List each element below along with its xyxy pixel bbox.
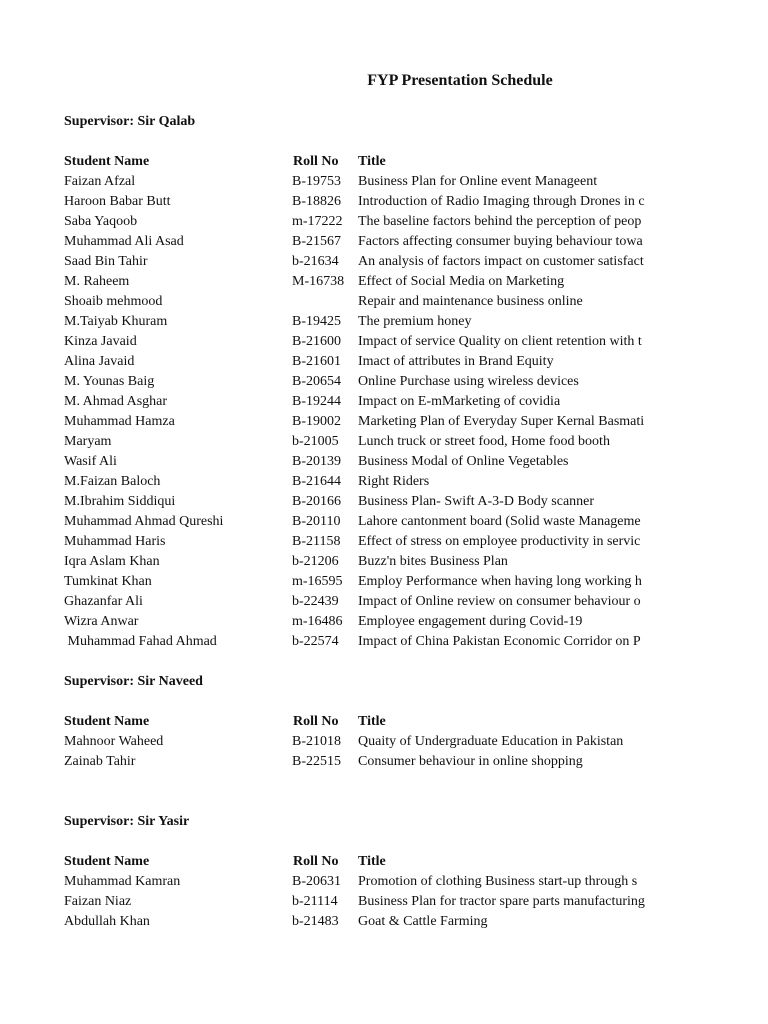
table-row	[64, 452, 664, 472]
title-cell: Business Plan for Online event Manageent	[358, 174, 598, 189]
supervisor-section-naveed	[64, 672, 664, 772]
student-name-cell: Zainab Tahir	[64, 754, 136, 769]
header-student-name: Student Name	[64, 854, 150, 869]
roll-no-cell: b-21206	[292, 554, 339, 569]
student-name-cell: Wasif Ali	[64, 454, 117, 469]
table-row	[64, 612, 664, 632]
table-header	[64, 852, 664, 872]
supervisor-section-qalab	[64, 112, 664, 652]
student-name-cell: Muhammad Fahad Ahmad	[64, 634, 217, 649]
table-row	[64, 272, 664, 292]
roll-no-cell: m-16595	[292, 574, 343, 589]
student-name-cell: Alina Javaid	[64, 354, 135, 369]
student-name-cell: M.Faizan Baloch	[64, 474, 161, 489]
title-cell: Impact on E-mMarketing of covidia	[358, 394, 561, 409]
title-cell: An analysis of factors impact on customer satisfact	[358, 254, 644, 269]
title-cell: Promotion of clothing Business start-up through s	[358, 874, 638, 889]
title-cell: Repair and maintenance business online	[358, 294, 583, 309]
header-roll-no: Roll No	[293, 154, 339, 169]
student-name-cell: Kinza Javaid	[64, 334, 137, 349]
roll-no-cell: B-19753	[292, 174, 341, 189]
roll-no-cell: b-22439	[292, 594, 339, 609]
title-cell: Online Purchase using wireless devices	[358, 374, 579, 389]
student-name-cell: Muhammad Kamran	[64, 874, 181, 889]
roll-no-cell: B-21018	[292, 734, 341, 749]
student-name-cell: Saba Yaqoob	[64, 214, 138, 229]
table-row	[64, 212, 664, 232]
header-student-name: Student Name	[64, 154, 150, 169]
document-title: FYP Presentation Schedule	[367, 72, 553, 89]
table-header	[64, 152, 664, 172]
title-cell: Factors affecting consumer buying behaviour towa	[358, 234, 643, 249]
roll-no-cell: b-21634	[292, 254, 339, 269]
table-header	[64, 712, 664, 732]
title-cell: Employ Performance when having long working h	[358, 574, 642, 589]
title-cell: Quaity of Undergraduate Education in Pakistan	[358, 734, 624, 749]
roll-no-cell: m-16486	[292, 614, 343, 629]
title-cell: Business Plan- Swift A-3-D Body scanner	[358, 494, 595, 509]
supervisor-heading: Supervisor: Sir Naveed	[64, 674, 203, 689]
table-row	[64, 352, 664, 372]
table-row	[64, 752, 664, 772]
title-cell: Impact of Online review on consumer behaviour o	[358, 594, 641, 609]
student-name-cell: Mahnoor Waheed	[64, 734, 164, 749]
student-name-cell: M. Raheem	[64, 274, 130, 289]
header-title: Title	[358, 854, 386, 869]
title-cell: Impact of China Pakistan Economic Corridor on P	[358, 634, 641, 649]
title-cell: Lunch truck or street food, Home food booth	[358, 434, 610, 449]
student-name-cell: Saad Bin Tahir	[64, 254, 148, 269]
roll-no-cell: m-17222	[292, 214, 343, 229]
student-name-cell: M.Ibrahim Siddiqui	[64, 494, 176, 509]
title-cell: Right Riders	[358, 474, 430, 489]
roll-no-cell: b-22574	[292, 634, 339, 649]
student-name-cell: Ghazanfar Ali	[64, 594, 143, 609]
title-cell: The baseline factors behind the perception of peop	[358, 214, 642, 229]
table-row	[64, 232, 664, 252]
table-row	[64, 512, 664, 532]
title-cell: Effect of stress on employee productivity in servic	[358, 534, 641, 549]
spacer	[64, 132, 664, 152]
table-row	[64, 492, 664, 512]
title-cell: Effect of Social Media on Marketing	[358, 274, 565, 289]
roll-no-cell: b-21114	[292, 894, 338, 909]
student-name-cell: M. Younas Baig	[64, 374, 155, 389]
roll-no-cell: B-22515	[292, 754, 341, 769]
title-cell: The premium honey	[358, 314, 472, 329]
title-cell: Consumer behaviour in online shopping	[358, 754, 583, 769]
table-row	[64, 592, 664, 612]
roll-no-cell: B-21158	[292, 534, 341, 549]
table-row	[64, 892, 664, 912]
student-name-cell: Muhammad Ali Asad	[64, 234, 184, 249]
student-name-cell: Faizan Niaz	[64, 894, 132, 909]
roll-no-cell: B-18826	[292, 194, 341, 209]
table-row	[64, 572, 664, 592]
student-name-cell: Iqra Aslam Khan	[64, 554, 160, 569]
title-cell: Business Plan for tractor spare parts manufacturing	[358, 894, 645, 909]
table-row	[64, 532, 664, 552]
supervisor-heading: Supervisor: Sir Qalab	[64, 114, 196, 129]
student-name-cell: Muhammad Haris	[64, 534, 166, 549]
table-row	[64, 472, 664, 492]
roll-no-cell: B-21600	[292, 334, 341, 349]
header-roll-no: Roll No	[293, 714, 339, 729]
roll-no-cell: M-16738	[292, 274, 345, 289]
student-name-cell: Tumkinat Khan	[64, 574, 152, 589]
title-cell: Lahore cantonment board (Solid waste Manageme	[358, 514, 641, 529]
roll-no-cell: B-19425	[292, 314, 341, 329]
student-name-cell: M. Ahmad Asghar	[64, 394, 168, 409]
student-name-cell: M.Taiyab Khuram	[64, 314, 168, 329]
table-row	[64, 252, 664, 272]
table-row	[64, 912, 664, 932]
roll-no-cell: B-20631	[292, 874, 341, 889]
spacer	[64, 692, 664, 712]
roll-no-cell: B-20110	[292, 514, 341, 529]
table-row	[64, 332, 664, 352]
student-name-cell: Wizra Anwar	[64, 614, 139, 629]
table-row	[64, 292, 664, 312]
title-cell: Employee engagement during Covid-19	[358, 614, 583, 629]
header-roll-no: Roll No	[293, 854, 339, 869]
roll-no-cell: B-20654	[292, 374, 341, 389]
table-row	[64, 412, 664, 432]
table-row	[64, 172, 664, 192]
roll-no-cell: B-20139	[292, 454, 341, 469]
roll-no-cell: B-21567	[292, 234, 341, 249]
title-cell: Buzz'n bites Business Plan	[358, 554, 508, 569]
roll-no-cell: B-21601	[292, 354, 341, 369]
table-row	[64, 732, 664, 752]
table-row	[64, 632, 664, 652]
supervisor-heading: Supervisor: Sir Yasir	[64, 814, 190, 829]
student-name-cell: Maryam	[64, 434, 112, 449]
roll-no-cell: b-21483	[292, 914, 339, 929]
roll-no-cell: B-19244	[292, 394, 341, 409]
supervisor-section-yasir	[64, 812, 664, 932]
title-cell: Goat & Cattle Farming	[358, 914, 488, 929]
header-student-name: Student Name	[64, 714, 150, 729]
table-row	[64, 372, 664, 392]
student-name-cell: Abdullah Khan	[64, 914, 150, 929]
table-row	[64, 432, 664, 452]
spacer	[64, 832, 664, 852]
roll-no-cell: b-21005	[292, 434, 339, 449]
roll-no-cell: B-21644	[292, 474, 341, 489]
student-name-cell: Faizan Afzal	[64, 174, 136, 189]
header-title: Title	[358, 154, 386, 169]
title-cell: Imact of attributes in Brand Equity	[358, 354, 554, 369]
table-row	[64, 552, 664, 572]
student-name-cell: Muhammad Ahmad Qureshi	[64, 514, 224, 529]
title-cell: Marketing Plan of Everyday Super Kernal Basmati	[358, 414, 645, 429]
table-row	[64, 312, 664, 332]
roll-no-cell: B-20166	[292, 494, 341, 509]
title-cell: Introduction of Radio Imaging through Drones in c	[358, 194, 645, 209]
table-row	[64, 872, 664, 892]
roll-no-cell: B-19002	[292, 414, 341, 429]
header-title: Title	[358, 714, 386, 729]
student-name-cell: Muhammad Hamza	[64, 414, 175, 429]
title-cell: Business Modal of Online Vegetables	[358, 454, 569, 469]
student-name-cell: Haroon Babar Butt	[64, 194, 171, 209]
student-name-cell: Shoaib mehmood	[64, 294, 163, 309]
table-row	[64, 392, 664, 412]
title-cell: Impact of service Quality on client retention with t	[358, 334, 642, 349]
table-row	[64, 192, 664, 212]
